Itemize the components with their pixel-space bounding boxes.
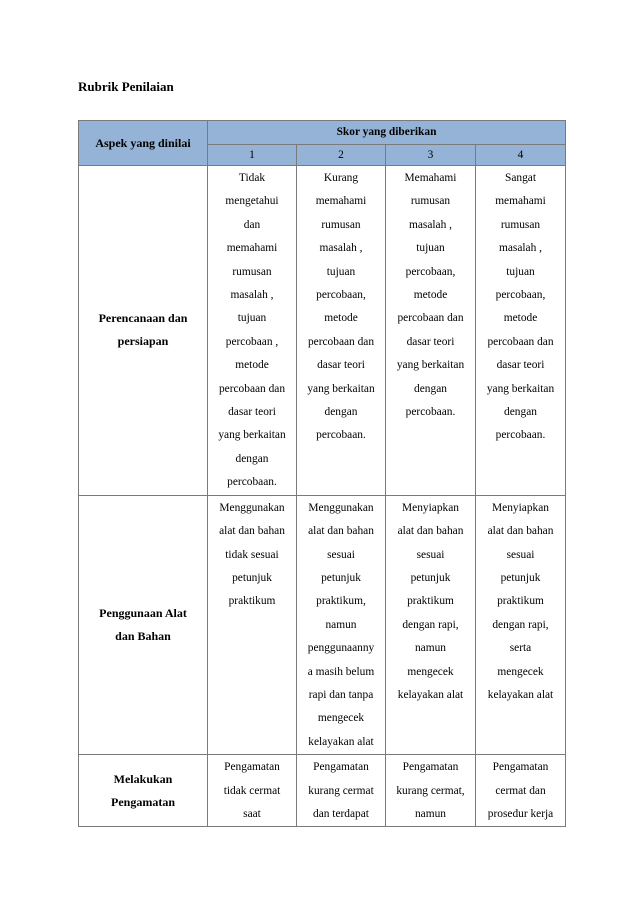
score-header: Skor yang diberikan bbox=[208, 121, 566, 145]
aspect-cell bbox=[79, 495, 208, 754]
aspect-cell bbox=[79, 755, 208, 827]
criteria-line: dengan bbox=[414, 382, 447, 395]
criteria-line: mengecek bbox=[407, 665, 454, 678]
criteria-cell-score-1 bbox=[208, 755, 297, 827]
criteria-line: petunjuk bbox=[500, 571, 541, 584]
criteria-line: tujuan bbox=[237, 312, 267, 325]
criteria-line: memahami bbox=[315, 195, 367, 208]
document-title: Rubrik Penilaian bbox=[78, 79, 174, 94]
criteria-line: dasar teori bbox=[317, 359, 365, 372]
criteria-cell-score-2 bbox=[297, 495, 386, 754]
criteria-cell-score-1 bbox=[208, 495, 297, 754]
criteria-cell-score-4 bbox=[476, 495, 566, 754]
criteria-line: percobaan dan bbox=[218, 382, 286, 395]
criteria-line: tujuan bbox=[326, 265, 356, 278]
criteria-line: percobaan, bbox=[495, 289, 546, 302]
criteria-line: percobaan. bbox=[227, 476, 277, 489]
criteria-line: memahami bbox=[226, 242, 278, 255]
rubric-table bbox=[78, 120, 566, 827]
aspect-line: Perencanaan dan bbox=[98, 311, 188, 326]
header-row bbox=[79, 121, 566, 145]
criteria-line: dan bbox=[243, 218, 261, 231]
criteria-line: cermat dan bbox=[495, 784, 546, 797]
criteria-line: yang berkaitan bbox=[218, 429, 286, 442]
criteria-line: Menggunakan bbox=[308, 501, 374, 514]
criteria-line: Menyiapkan bbox=[402, 501, 459, 514]
criteria-cell-score-3 bbox=[386, 495, 476, 754]
criteria-line: praktikum bbox=[407, 595, 454, 608]
criteria-line: Kurang bbox=[323, 172, 359, 184]
aspect-line: Penggunaan Alat bbox=[99, 605, 187, 620]
criteria-line: percobaan. bbox=[405, 406, 456, 419]
criteria-line: alat dan bahan bbox=[487, 525, 554, 538]
criteria-line: percobaan, bbox=[405, 265, 456, 278]
criteria-line: penggunaanny bbox=[307, 642, 375, 655]
criteria-line: sesuai bbox=[506, 548, 535, 561]
criteria-line: mengecek bbox=[317, 712, 365, 725]
criteria-line: tujuan bbox=[506, 265, 535, 278]
criteria-cell-score-3 bbox=[386, 755, 476, 827]
criteria-line: Pengamatan bbox=[492, 761, 549, 774]
aspect-cell bbox=[79, 166, 208, 496]
criteria-cell-score-4 bbox=[476, 166, 566, 496]
criteria-cell-score-2 bbox=[297, 166, 386, 496]
criteria-line: percobaan dan bbox=[307, 335, 375, 348]
score-1-header: 1 bbox=[208, 144, 297, 165]
score-3-header: 3 bbox=[386, 144, 476, 165]
criteria-cell-score-2 bbox=[297, 755, 386, 827]
criteria-line: yang berkaitan bbox=[486, 382, 555, 395]
criteria-line: namun bbox=[325, 618, 357, 631]
criteria-line: petunjuk bbox=[321, 571, 361, 584]
criteria-line: percobaan dan bbox=[397, 312, 464, 325]
criteria-line: petunjuk bbox=[410, 571, 451, 584]
criteria-line: dengan rapi, bbox=[492, 618, 549, 631]
criteria-line: rapi dan tanpa bbox=[308, 688, 374, 701]
aspect-line: persiapan bbox=[117, 334, 169, 349]
criteria-line: tidak cermat bbox=[223, 784, 281, 797]
aspect-line: Melakukan bbox=[113, 771, 173, 786]
criteria-line: Memahami bbox=[404, 172, 457, 184]
criteria-line: metode bbox=[413, 289, 448, 302]
criteria-line: kurang cermat bbox=[308, 784, 374, 797]
criteria-line: masalah , bbox=[498, 242, 542, 255]
criteria-line: kurang cermat, bbox=[396, 784, 465, 797]
criteria-line: rumusan bbox=[232, 265, 272, 278]
criteria-cell-score-4 bbox=[476, 755, 566, 827]
rubric-row bbox=[79, 495, 566, 754]
rubric-row bbox=[79, 166, 566, 496]
criteria-line: percobaan. bbox=[316, 429, 366, 442]
criteria-line: tidak sesuai bbox=[225, 548, 279, 561]
score-2-header: 2 bbox=[297, 144, 386, 165]
criteria-line: memahami bbox=[495, 195, 546, 208]
criteria-line: percobaan , bbox=[225, 335, 279, 348]
criteria-line: yang berkaitan bbox=[307, 382, 375, 395]
rubric-row bbox=[79, 755, 566, 827]
criteria-line: alat dan bahan bbox=[219, 525, 285, 538]
criteria-line: dan terdapat bbox=[313, 807, 369, 820]
rubric-body bbox=[79, 166, 566, 827]
criteria-line: petunjuk bbox=[232, 571, 272, 584]
criteria-line: dasar teori bbox=[496, 359, 545, 372]
criteria-line: masalah , bbox=[230, 289, 274, 302]
criteria-line: kelayakan alat bbox=[308, 735, 374, 748]
criteria-line: namun bbox=[414, 807, 446, 820]
criteria-line: yang berkaitan bbox=[396, 359, 465, 372]
criteria-line: mengecek bbox=[497, 665, 544, 678]
criteria-line: dengan bbox=[504, 406, 537, 419]
criteria-line: sesuai bbox=[327, 548, 355, 561]
criteria-line: percobaan dan bbox=[487, 335, 554, 348]
criteria-line: Pengamatan bbox=[313, 761, 369, 774]
criteria-line: Pengamatan bbox=[224, 761, 280, 774]
criteria-line: praktikum bbox=[228, 595, 276, 608]
criteria-line: Menyiapkan bbox=[492, 501, 549, 514]
criteria-cell-score-1 bbox=[208, 166, 297, 496]
criteria-line: namun bbox=[414, 642, 446, 655]
criteria-line: sesuai bbox=[416, 548, 445, 561]
criteria-line: metode bbox=[503, 312, 538, 325]
criteria-line: Tidak bbox=[238, 172, 266, 184]
criteria-line: metode bbox=[324, 312, 358, 325]
criteria-line: tujuan bbox=[416, 242, 445, 255]
criteria-line: dengan rapi, bbox=[402, 618, 459, 631]
criteria-line: dengan bbox=[324, 406, 358, 419]
criteria-cell-score-3 bbox=[386, 166, 476, 496]
criteria-line: dasar teori bbox=[406, 335, 455, 348]
criteria-line: Pengamatan bbox=[402, 761, 459, 774]
criteria-line: masalah , bbox=[408, 218, 452, 231]
aspect-line: dan Bahan bbox=[115, 628, 171, 643]
criteria-line: kelayakan alat bbox=[397, 688, 464, 701]
criteria-line: rumusan bbox=[500, 218, 541, 231]
criteria-line: prosedur kerja bbox=[487, 807, 554, 820]
criteria-line: rumusan bbox=[321, 218, 361, 231]
score-4-header: 4 bbox=[476, 144, 566, 165]
criteria-line: rumusan bbox=[410, 195, 451, 208]
criteria-line: Menggunakan bbox=[219, 501, 285, 514]
criteria-line: alat dan bahan bbox=[308, 525, 374, 538]
criteria-line: masalah , bbox=[319, 242, 363, 255]
criteria-line: praktikum bbox=[497, 595, 544, 608]
aspect-line: Pengamatan bbox=[111, 794, 175, 809]
criteria-line: dengan bbox=[235, 452, 269, 465]
criteria-line: metode bbox=[235, 359, 269, 372]
criteria-line: praktikum, bbox=[316, 595, 366, 608]
criteria-line: alat dan bahan bbox=[397, 525, 464, 538]
criteria-line: saat bbox=[243, 807, 261, 820]
criteria-line: dasar teori bbox=[228, 406, 276, 419]
criteria-line: kelayakan alat bbox=[487, 688, 554, 701]
criteria-line: mengetahui bbox=[225, 195, 279, 208]
aspect-header: Aspek yang dinilai bbox=[79, 121, 208, 166]
criteria-line: percobaan, bbox=[316, 289, 366, 302]
criteria-line: a masih belum bbox=[307, 665, 375, 678]
criteria-line: percobaan. bbox=[495, 429, 546, 442]
criteria-line: Sangat bbox=[504, 172, 536, 184]
criteria-line: serta bbox=[509, 642, 532, 655]
